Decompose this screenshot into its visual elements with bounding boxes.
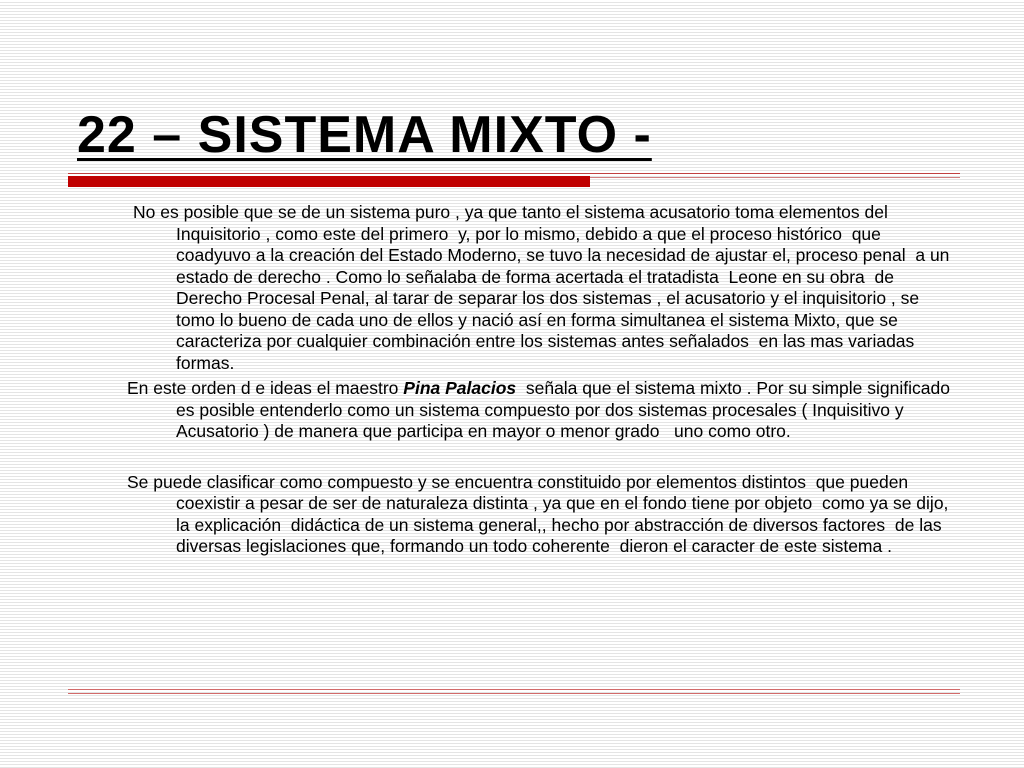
title-accent-bar — [68, 176, 590, 187]
paragraph-sistema-puro: No es posible que se de un sistema puro , ya que tanto el sistema acusatorio toma elementos del Inquisitorio , como este del primero y, por lo mismo, debido a que el proceso histórico que coadyuvo a la creación del Estado Moderno, se tuvo la necesidad de ajustar el, proceso penal a un estado de derecho . Como lo señalaba de forma acertada el tratadista Leone en su obra de Derecho Procesal Penal, al tarar de separar los dos sistemas , el acusatorio y el inquisitorio , se tomo lo bueno de cada uno de ellos y nació así en forma simultanea el sistema Mixto, que se caracteriza por cualquier combinación entre los sistemas antes señalados en las mas variadas formas. — [133, 202, 955, 373]
slide-title: 22 – SISTEMA MIXTO - — [77, 106, 652, 164]
paragraph-pina-palacios-rest: señala que el sistema mixto . Por su simple significado es posible entenderlo como un sistema compuesto por dos sistemas procesales ( Inquisitivo y Acusatorio ) de manera que participa en mayor o menor grado uno como otro. — [176, 378, 955, 441]
slide-body — [127, 202, 959, 558]
title-underline-thin-right — [590, 177, 960, 178]
paragraph-pina-palacios-intro: En este orden d e ideas el maestro — [127, 378, 404, 398]
author-name-emphasis: Pina Palacios — [403, 378, 517, 398]
paragraph-clasificacion: Se puede clasificar como compuesto y se encuentra constituido por elementos distintos que pueden coexistir a pesar de ser de naturaleza distinta , ya que en el fondo tiene por objeto como ya se dijo, la explicación didáctica de un sistema general,, hecho por abstracción de diversos factores de las diversas legislaciones que, formando un todo coherente dieron el caracter de este sistema . — [127, 471, 954, 556]
title-underline-thin — [68, 173, 960, 174]
footer-rule-upper — [68, 689, 960, 690]
footer-rule-lower — [68, 693, 960, 694]
paragraph-pina-palacios — [127, 378, 959, 443]
